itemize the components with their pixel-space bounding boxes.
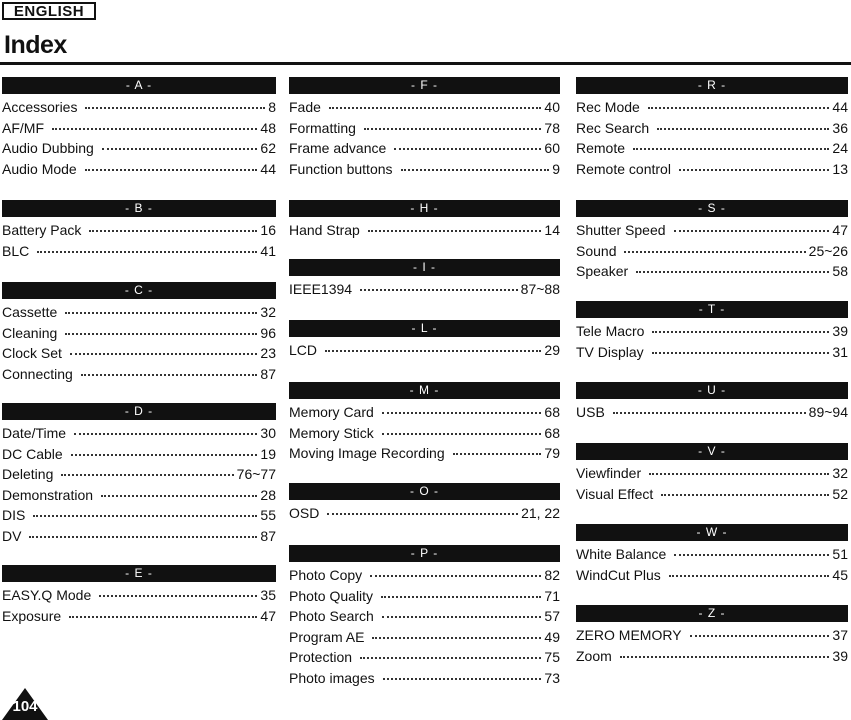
dot-leader — [657, 128, 829, 130]
entry-term: USB — [576, 404, 605, 420]
index-entry — [2, 364, 276, 385]
entry-page: 78 — [544, 119, 560, 136]
entry-term: Audio Mode — [2, 160, 77, 177]
entry-term: Protection — [289, 649, 353, 665]
dot-leader — [364, 128, 542, 130]
index-entry — [576, 220, 848, 241]
entry-page: 96 — [260, 324, 276, 341]
entry-term: Rec Mode — [576, 99, 640, 115]
entry-page: 36 — [832, 119, 848, 136]
index-entry — [576, 159, 848, 180]
entry-page: 16 — [260, 222, 276, 238]
dot-leader — [33, 515, 257, 517]
section-header-d: - D - — [2, 403, 276, 420]
entry-term: Photo Copy — [289, 567, 363, 583]
entry-term: Program AE — [289, 628, 365, 645]
index-entry — [576, 321, 848, 342]
section-header-h: - H - — [289, 200, 560, 217]
dot-leader — [61, 474, 233, 476]
index-entry — [576, 463, 848, 484]
index-entry — [289, 443, 560, 464]
index-entry — [289, 159, 560, 180]
entry-page: 76~77 — [236, 466, 276, 482]
entry-term: Cleaning — [2, 324, 58, 341]
index-entry — [576, 118, 848, 139]
entry-page: 55 — [260, 507, 276, 523]
index-entry — [2, 220, 276, 241]
dot-leader — [29, 536, 257, 538]
index-section-c — [2, 282, 276, 384]
page-number: 104 — [12, 698, 38, 715]
index-section-l — [289, 320, 560, 361]
entry-term: Deleting — [2, 466, 54, 482]
entry-page: 21, 22 — [521, 505, 560, 521]
index-section-v — [576, 443, 848, 504]
entry-term: Exposure — [2, 607, 62, 624]
index-entry — [289, 627, 560, 648]
index-entry — [2, 585, 276, 606]
entry-page: 87 — [260, 527, 276, 544]
entry-page: 14 — [544, 222, 560, 238]
index-entry — [576, 261, 848, 282]
dot-leader — [52, 128, 257, 130]
dot-leader — [360, 657, 541, 659]
entry-term: Sound — [576, 242, 617, 259]
entry-page: 87~88 — [520, 281, 560, 297]
index-entry — [576, 565, 848, 586]
entry-term: AF/MF — [2, 119, 44, 136]
section-header-b: - B - — [2, 200, 276, 217]
entry-term: White Balance — [576, 546, 667, 562]
index-entry — [289, 586, 560, 607]
dot-leader — [81, 374, 258, 376]
dot-leader — [360, 289, 518, 291]
entry-term: Moving Image Recording — [289, 445, 445, 461]
index-entry — [2, 505, 276, 526]
entry-term: Function buttons — [289, 160, 393, 177]
index-section-w — [576, 524, 848, 585]
index-entry — [576, 97, 848, 118]
entry-page: 9 — [552, 160, 560, 177]
index-section-f — [289, 77, 560, 179]
entry-term: Fade — [289, 99, 321, 115]
index-entry — [289, 402, 560, 423]
dot-leader — [383, 678, 542, 680]
index-entry — [576, 342, 848, 363]
entry-term: Formatting — [289, 119, 356, 136]
dot-leader — [613, 412, 806, 414]
dot-leader — [381, 596, 541, 598]
dot-leader — [89, 230, 257, 232]
index-section-t — [576, 301, 848, 362]
index-entry — [576, 241, 848, 262]
entry-page: 29 — [544, 342, 560, 358]
section-header-t: - T - — [576, 301, 848, 318]
dot-leader — [690, 635, 830, 637]
entry-page: 47 — [832, 222, 848, 238]
index-entry — [2, 464, 276, 485]
entry-page: 32 — [832, 465, 848, 481]
entry-page: 44 — [832, 99, 848, 115]
dot-leader — [372, 637, 541, 639]
dot-leader — [85, 107, 265, 109]
index-entry — [289, 138, 560, 159]
dot-leader — [102, 148, 258, 150]
entry-term: Audio Dubbing — [2, 140, 94, 156]
entry-page: 31 — [832, 343, 848, 360]
entry-page: 57 — [544, 608, 560, 624]
entry-term: Frame advance — [289, 140, 387, 156]
entry-page: 25~26 — [808, 242, 848, 259]
entry-term: Photo images — [289, 669, 375, 686]
language-label: ENGLISH — [2, 2, 96, 20]
index-entry — [289, 668, 560, 689]
index-entry — [2, 343, 276, 364]
dot-leader — [65, 312, 257, 314]
dot-leader — [325, 350, 541, 352]
section-header-s: - S - — [576, 200, 848, 217]
entry-term: Cassette — [2, 304, 58, 320]
index-entry — [576, 544, 848, 565]
entry-term: Memory Stick — [289, 424, 374, 441]
entry-term: Viewfinder — [576, 465, 642, 481]
entry-page: 8 — [268, 99, 276, 115]
entry-term: DC Cable — [2, 445, 63, 462]
dot-leader — [382, 616, 542, 618]
entry-term: Demonstration — [2, 486, 94, 503]
index-section-u — [576, 382, 848, 423]
dot-leader — [101, 495, 257, 497]
entry-term: Shutter Speed — [576, 222, 666, 238]
index-entry — [2, 138, 276, 159]
entry-page: 19 — [260, 445, 276, 462]
entry-term: BLC — [2, 242, 30, 259]
entry-term: EASY.Q Mode — [2, 587, 92, 603]
entry-term: LCD — [289, 342, 318, 358]
index-entry — [2, 159, 276, 180]
entry-page: 24 — [832, 140, 848, 156]
dot-leader — [401, 169, 550, 171]
entry-page: 41 — [260, 242, 276, 259]
index-section-d — [2, 403, 276, 546]
dot-leader — [674, 554, 829, 556]
entry-page: 32 — [260, 304, 276, 320]
entry-page: 89~94 — [808, 404, 848, 420]
section-header-p: - P - — [289, 545, 560, 562]
section-header-u: - U - — [576, 382, 848, 399]
entry-page: 52 — [832, 485, 848, 502]
section-header-z: - Z - — [576, 605, 848, 622]
section-header-r: - R - — [576, 77, 848, 94]
dot-leader — [649, 473, 829, 475]
entry-term: TV Display — [576, 343, 644, 360]
entry-page: 51 — [832, 546, 848, 562]
entry-page: 39 — [832, 647, 848, 664]
entry-page: 71 — [544, 587, 560, 604]
entry-term: Accessories — [2, 99, 78, 115]
entry-page: 75 — [544, 649, 560, 665]
index-entry — [2, 97, 276, 118]
section-header-o: - O - — [289, 483, 560, 500]
dot-leader — [661, 494, 829, 496]
index-entry — [289, 647, 560, 668]
dot-leader — [329, 107, 542, 109]
dot-leader — [368, 230, 542, 232]
index-section-e — [2, 565, 276, 626]
entry-term: Photo Quality — [289, 587, 374, 604]
dot-leader — [99, 595, 257, 597]
index-entry — [2, 302, 276, 323]
entry-page: 23 — [260, 345, 276, 361]
section-header-v: - V - — [576, 443, 848, 460]
dot-leader — [648, 107, 830, 109]
section-header-e: - E - — [2, 565, 276, 582]
index-entry — [2, 118, 276, 139]
index-entry — [289, 118, 560, 139]
index-entry — [289, 220, 560, 241]
entry-term: DIS — [2, 507, 26, 523]
dot-leader — [70, 353, 258, 355]
dot-leader — [370, 575, 541, 577]
entry-page: 58 — [832, 263, 848, 279]
index-entry — [576, 402, 848, 423]
dot-leader — [652, 331, 829, 333]
index-entry — [289, 423, 560, 444]
index-section-a — [2, 77, 276, 179]
entry-term: Hand Strap — [289, 222, 360, 238]
entry-term: Rec Search — [576, 119, 650, 136]
entry-term: Remote — [576, 140, 626, 156]
entry-term: Date/Time — [2, 425, 67, 441]
index-section-h — [289, 200, 560, 241]
dot-leader — [69, 616, 257, 618]
entry-page: 47 — [260, 607, 276, 624]
entry-page: 48 — [260, 119, 276, 136]
entry-page: 73 — [544, 669, 560, 686]
index-entry — [289, 97, 560, 118]
dot-leader — [624, 251, 805, 253]
index-section-s — [576, 200, 848, 282]
section-header-m: - M - — [289, 382, 560, 399]
index-entry — [2, 485, 276, 506]
dot-leader — [382, 412, 542, 414]
entry-page: 87 — [260, 365, 276, 382]
index-entry — [576, 138, 848, 159]
entry-term: OSD — [289, 505, 320, 521]
dot-leader — [669, 575, 830, 577]
index-entry — [2, 444, 276, 465]
dot-leader — [674, 230, 830, 232]
title-rule — [0, 62, 851, 65]
index-entry — [576, 484, 848, 505]
dot-leader — [74, 433, 257, 435]
index-section-m — [289, 382, 560, 464]
section-header-a: - A - — [2, 77, 276, 94]
entry-page: 62 — [260, 140, 276, 156]
entry-page: 30 — [260, 425, 276, 441]
entry-page: 28 — [260, 486, 276, 503]
section-header-w: - W - — [576, 524, 848, 541]
entry-page: 40 — [544, 99, 560, 115]
dot-leader — [633, 148, 829, 150]
entry-term: Remote control — [576, 160, 671, 177]
entry-term: Clock Set — [2, 345, 62, 361]
section-header-l: - L - — [289, 320, 560, 337]
entry-page: 68 — [544, 404, 560, 420]
section-header-c: - C - — [2, 282, 276, 299]
index-entry — [2, 241, 276, 262]
index-entry — [2, 606, 276, 627]
section-header-i: - I - — [289, 259, 560, 276]
entry-term: IEEE1394 — [289, 281, 353, 297]
index-entry — [576, 625, 848, 646]
entry-page: 68 — [544, 424, 560, 441]
index-section-p — [289, 545, 560, 688]
entry-term: Battery Pack — [2, 222, 82, 238]
index-entry — [2, 526, 276, 547]
entry-page: 13 — [832, 160, 848, 177]
index-entry — [289, 503, 560, 524]
index-section-i — [289, 259, 560, 300]
index-entry — [2, 423, 276, 444]
index-section-o — [289, 483, 560, 524]
index-entry — [289, 279, 560, 300]
entry-page: 49 — [544, 628, 560, 645]
entry-term: Connecting — [2, 365, 73, 382]
index-section-r — [576, 77, 848, 179]
index-entry — [2, 323, 276, 344]
dot-leader — [327, 513, 518, 515]
entry-term: Photo Search — [289, 608, 374, 624]
dot-leader — [620, 656, 830, 658]
entry-page: 60 — [544, 140, 560, 156]
entry-page: 79 — [544, 445, 560, 461]
index-entry — [289, 565, 560, 586]
dot-leader — [679, 169, 829, 171]
dot-leader — [382, 433, 542, 435]
dot-leader — [85, 169, 258, 171]
index-entry — [289, 340, 560, 361]
entry-page: 82 — [544, 567, 560, 583]
entry-term: ZERO MEMORY — [576, 627, 682, 643]
entry-page: 45 — [832, 566, 848, 583]
entry-term: DV — [2, 527, 22, 544]
dot-leader — [636, 271, 829, 273]
dot-leader — [37, 251, 257, 253]
dot-leader — [65, 333, 257, 335]
entry-term: Memory Card — [289, 404, 374, 420]
page-title: Index — [4, 31, 67, 59]
entry-page: 39 — [832, 323, 848, 339]
entry-term: WindCut Plus — [576, 566, 661, 583]
index-entry — [576, 646, 848, 667]
dot-leader — [71, 454, 258, 456]
dot-leader — [453, 453, 542, 455]
dot-leader — [652, 352, 830, 354]
index-section-z — [576, 605, 848, 666]
index-entry — [289, 606, 560, 627]
dot-leader — [394, 148, 541, 150]
entry-page: 37 — [832, 627, 848, 643]
entry-term: Visual Effect — [576, 485, 654, 502]
index-section-b — [2, 200, 276, 261]
entry-page: 44 — [260, 160, 276, 177]
entry-page: 35 — [260, 587, 276, 603]
entry-term: Zoom — [576, 647, 612, 664]
section-header-f: - F - — [289, 77, 560, 94]
entry-term: Speaker — [576, 263, 629, 279]
entry-term: Tele Macro — [576, 323, 645, 339]
